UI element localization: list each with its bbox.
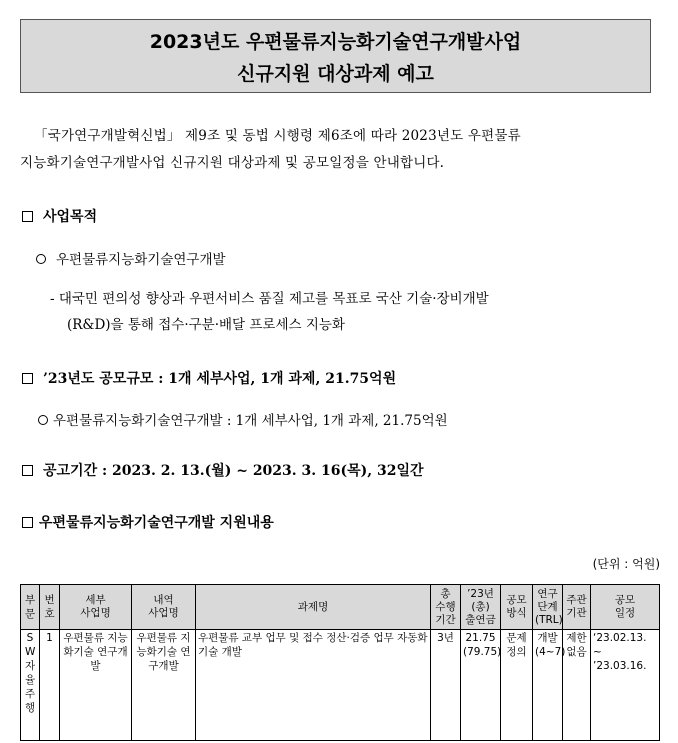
header-schedule: 공모 일정 (591, 585, 660, 630)
square-bullet-icon (22, 211, 33, 222)
scale-item-label: 우편물류지능화기술연구개발 : 1개 세부사업, 1개 과제, 21.75억원 (53, 413, 448, 429)
cell-fund: 21.75 (79.75) (461, 630, 501, 741)
cell-sub-project: 우편물류 지능화기술 연구개발 (132, 630, 196, 741)
header-method: 공모 방식 (501, 585, 533, 630)
intro-line-2: 지능화기술연구개발사업 신규지원 대상과제 및 공모일정을 안내합니다. (20, 155, 445, 171)
unit-label: (단위 : 억원) (592, 557, 660, 571)
purpose-detail-line-2: (R&D)을 통해 접수·구분·배달 프로세스 지능화 (67, 317, 345, 333)
header-sub-project: 내역 사업명 (132, 585, 196, 630)
section-scale-heading: ’23년도 공모규모 : 1개 세부사업, 1개 과제, 21.75억원 (43, 371, 397, 387)
section-purpose-heading: 사업목적 (43, 209, 98, 225)
section-period-heading: 공고기간 : 2023. 2. 13.(월) ~ 2023. 3. 16(목), 32일간 (43, 463, 424, 479)
scale-item (38, 409, 448, 429)
header-project: 세부 사업명 (60, 585, 132, 630)
cell-host: 제한 없음 (563, 630, 591, 741)
table-row (21, 630, 660, 741)
purpose-detail (50, 286, 670, 338)
purpose-detail-line-1: - 대국민 편의성 향상과 우편서비스 품질 제고를 목표로 국산 기술·장비개발 (50, 291, 489, 307)
cell-sector: SW자율주행 (21, 630, 40, 741)
title-line-1: 2023년도 우편물류지능화기술연구개발사업 (149, 31, 522, 53)
square-bullet-icon (22, 517, 33, 528)
title-box (20, 19, 651, 93)
cell-no: 1 (40, 630, 60, 741)
cell-task: 우편물류 교부 업무 및 접수 정산·검증 업무 자동화 기술 개발 (196, 630, 431, 741)
header-host: 주관 기관 (563, 585, 591, 630)
purpose-item (36, 248, 226, 268)
section-support (22, 512, 274, 532)
table-header-row (21, 585, 660, 630)
circle-bullet-icon (36, 254, 46, 264)
header-period: 총 수행 기간 (431, 585, 461, 630)
circle-bullet-icon (38, 415, 48, 425)
header-sector: 부문 (21, 585, 40, 630)
section-period (22, 460, 424, 480)
square-bullet-icon (22, 373, 33, 384)
cell-period: 3년 (431, 630, 461, 741)
header-task: 과제명 (196, 585, 431, 630)
header-no: 번호 (40, 585, 60, 630)
section-support-heading: 우편물류지능화기술연구개발 지원내용 (39, 515, 274, 531)
section-purpose (22, 206, 97, 226)
intro-paragraph (20, 123, 660, 177)
square-bullet-icon (22, 465, 33, 476)
cell-method: 문제 정의 (501, 630, 533, 741)
header-fund: ’23년 (총) 출연금 (461, 585, 501, 630)
cell-project: 우편물류 지능화기술 연구개발 (60, 630, 132, 741)
intro-line-1: 「국가연구개발혁신법」 제9조 및 동법 시행령 제6조에 따라 2023년도 우편물류 (34, 128, 521, 144)
title-line-2: 신규지원 대상과제 예고 (237, 63, 434, 85)
cell-schedule: ‘23.02.13. ~ ’23.03.16. (591, 630, 660, 741)
header-stage: 연구 단계 (TRL) (533, 585, 563, 630)
support-table (20, 584, 660, 741)
section-scale (22, 368, 396, 388)
cell-stage: 개발 (4~7) (533, 630, 563, 741)
purpose-item-label: 우편물류지능화기술연구개발 (56, 252, 226, 268)
